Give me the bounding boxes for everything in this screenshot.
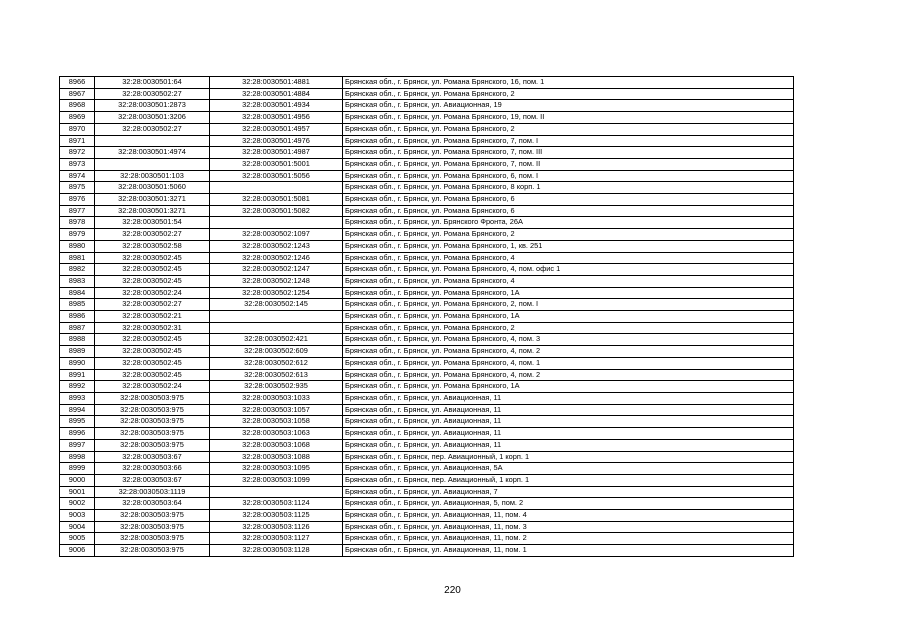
row-number-cell: 8968: [60, 100, 95, 112]
address-cell: Брянская обл., г. Брянск, ул. Романа Брянского, 4, пом. 3: [343, 334, 794, 346]
row-number-cell: 8995: [60, 416, 95, 428]
table-row: [60, 252, 794, 264]
row-number-cell: 8971: [60, 135, 95, 147]
table-row: [60, 533, 794, 545]
table-row: [60, 486, 794, 498]
row-number-cell: 8985: [60, 299, 95, 311]
parcel-cadastral-number-cell: 32:28:0030503:975: [95, 392, 210, 404]
address-cell: Брянская обл., г. Брянск, ул. Романа Брянского, 7, пом. I: [343, 135, 794, 147]
row-number-cell: 8983: [60, 275, 95, 287]
row-number-cell: 8977: [60, 205, 95, 217]
table-row: [60, 474, 794, 486]
object-cadastral-number-cell: 32:28:0030502:1248: [210, 275, 343, 287]
address-cell: Брянская обл., г. Брянск, ул. Авиационная, 11, пом. 1: [343, 545, 794, 557]
parcel-cadastral-number-cell: [95, 158, 210, 170]
object-cadastral-number-cell: [210, 322, 343, 334]
row-number-cell: 8993: [60, 392, 95, 404]
address-cell: Брянская обл., г. Брянск, ул. Романа Брянского, 2: [343, 229, 794, 241]
parcel-cadastral-number-cell: 32:28:0030502:45: [95, 357, 210, 369]
row-number-cell: 8998: [60, 451, 95, 463]
parcel-cadastral-number-cell: 32:28:0030501:103: [95, 170, 210, 182]
address-cell: Брянская обл., г. Брянск, ул. Романа Брянского, 2: [343, 123, 794, 135]
parcel-cadastral-number-cell: 32:28:0030502:45: [95, 264, 210, 276]
row-number-cell: 8988: [60, 334, 95, 346]
row-number-cell: 8984: [60, 287, 95, 299]
table-row: [60, 217, 794, 229]
parcel-cadastral-number-cell: 32:28:0030503:975: [95, 545, 210, 557]
address-cell: Брянская обл., г. Брянск, ул. Романа Брянского, 1А: [343, 287, 794, 299]
property-registry-table: [59, 76, 794, 557]
address-cell: Брянская обл., г. Брянск, ул. Авиационная, 11: [343, 416, 794, 428]
object-cadastral-number-cell: 32:28:0030502:421: [210, 334, 343, 346]
row-number-cell: 8973: [60, 158, 95, 170]
address-cell: Брянская обл., г. Брянск, ул. Авиационная, 11: [343, 428, 794, 440]
parcel-cadastral-number-cell: 32:28:0030503:975: [95, 416, 210, 428]
parcel-cadastral-number-cell: 32:28:0030501:3206: [95, 112, 210, 124]
address-cell: Брянская обл., г. Брянск, ул. Авиационная, 7: [343, 486, 794, 498]
object-cadastral-number-cell: 32:28:0030503:1128: [210, 545, 343, 557]
row-number-cell: 8997: [60, 439, 95, 451]
object-cadastral-number-cell: 32:28:0030502:1243: [210, 240, 343, 252]
table-row: [60, 240, 794, 252]
address-cell: Брянская обл., г. Брянск, ул. Романа Брянского, 4, пом. 2: [343, 346, 794, 358]
address-cell: Брянская обл., г. Брянск, ул. Авиационная, 11, пом. 4: [343, 510, 794, 522]
address-cell: Брянская обл., г. Брянск, ул. Брянского Фронта, 26А: [343, 217, 794, 229]
table-row: [60, 357, 794, 369]
object-cadastral-number-cell: 32:28:0030501:5081: [210, 194, 343, 206]
row-number-cell: 8978: [60, 217, 95, 229]
object-cadastral-number-cell: 32:28:0030501:5082: [210, 205, 343, 217]
table-row: [60, 229, 794, 241]
object-cadastral-number-cell: [210, 486, 343, 498]
page-number: 220: [444, 585, 461, 596]
address-cell: Брянская обл., г. Брянск, ул. Авиационная, 5, пом. 2: [343, 498, 794, 510]
parcel-cadastral-number-cell: 32:28:0030503:975: [95, 404, 210, 416]
row-number-cell: 8981: [60, 252, 95, 264]
row-number-cell: 8980: [60, 240, 95, 252]
address-cell: Брянская обл., г. Брянск, ул. Авиационная, 11: [343, 392, 794, 404]
row-number-cell: 8972: [60, 147, 95, 159]
table-row: [60, 287, 794, 299]
parcel-cadastral-number-cell: 32:28:0030502:45: [95, 369, 210, 381]
table-row: [60, 416, 794, 428]
row-number-cell: 8982: [60, 264, 95, 276]
parcel-cadastral-number-cell: 32:28:0030501:54: [95, 217, 210, 229]
table-row: [60, 451, 794, 463]
table-row: [60, 322, 794, 334]
address-cell: Брянская обл., г. Брянск, ул. Романа Брянского, 6: [343, 194, 794, 206]
object-cadastral-number-cell: 32:28:0030503:1033: [210, 392, 343, 404]
table-row: [60, 381, 794, 393]
object-cadastral-number-cell: 32:28:0030503:1099: [210, 474, 343, 486]
parcel-cadastral-number-cell: 32:28:0030502:27: [95, 299, 210, 311]
object-cadastral-number-cell: 32:28:0030503:1095: [210, 463, 343, 475]
object-cadastral-number-cell: 32:28:0030501:5001: [210, 158, 343, 170]
address-cell: Брянская обл., г. Брянск, ул. Романа Брянского, 4, пом. офис 1: [343, 264, 794, 276]
object-cadastral-number-cell: 32:28:0030502:145: [210, 299, 343, 311]
parcel-cadastral-number-cell: 32:28:0030501:2873: [95, 100, 210, 112]
table-row: [60, 170, 794, 182]
table-row: [60, 392, 794, 404]
row-number-cell: 8979: [60, 229, 95, 241]
address-cell: Брянская обл., г. Брянск, ул. Авиационная, 5А: [343, 463, 794, 475]
table-body: [60, 77, 794, 557]
object-cadastral-number-cell: 32:28:0030503:1068: [210, 439, 343, 451]
row-number-cell: 8991: [60, 369, 95, 381]
address-cell: Брянская обл., г. Брянск, ул. Авиационная, 11: [343, 439, 794, 451]
address-cell: Брянская обл., г. Брянск, ул. Романа Брянского, 16, пом. 1: [343, 77, 794, 89]
row-number-cell: 8996: [60, 428, 95, 440]
table-row: [60, 264, 794, 276]
table-row: [60, 299, 794, 311]
row-number-cell: 8992: [60, 381, 95, 393]
table-row: [60, 521, 794, 533]
table-row: [60, 311, 794, 323]
table-row: [60, 100, 794, 112]
table-row: [60, 346, 794, 358]
parcel-cadastral-number-cell: 32:28:0030503:975: [95, 533, 210, 545]
address-cell: Брянская обл., г. Брянск, пер. Авиационный, 1 корп. 1: [343, 474, 794, 486]
object-cadastral-number-cell: 32:28:0030501:4957: [210, 123, 343, 135]
parcel-cadastral-number-cell: 32:28:0030502:27: [95, 123, 210, 135]
object-cadastral-number-cell: 32:28:0030503:1057: [210, 404, 343, 416]
table-row: [60, 112, 794, 124]
address-cell: Брянская обл., г. Брянск, ул. Романа Брянского, 1, кв. 251: [343, 240, 794, 252]
parcel-cadastral-number-cell: 32:28:0030503:1119: [95, 486, 210, 498]
address-cell: Брянская обл., г. Брянск, ул. Романа Брянского, 2: [343, 88, 794, 100]
parcel-cadastral-number-cell: 32:28:0030503:64: [95, 498, 210, 510]
object-cadastral-number-cell: 32:28:0030503:1058: [210, 416, 343, 428]
parcel-cadastral-number-cell: 32:28:0030502:24: [95, 381, 210, 393]
parcel-cadastral-number-cell: 32:28:0030502:21: [95, 311, 210, 323]
row-number-cell: 8969: [60, 112, 95, 124]
parcel-cadastral-number-cell: 32:28:0030503:975: [95, 439, 210, 451]
object-cadastral-number-cell: 32:28:0030503:1088: [210, 451, 343, 463]
address-cell: Брянская обл., г. Брянск, ул. Романа Брянского, 1А: [343, 381, 794, 393]
address-cell: Брянская обл., г. Брянск, ул. Романа Брянского, 2: [343, 322, 794, 334]
parcel-cadastral-number-cell: 32:28:0030501:64: [95, 77, 210, 89]
table-row: [60, 88, 794, 100]
table-row: [60, 77, 794, 89]
object-cadastral-number-cell: 32:28:0030501:4976: [210, 135, 343, 147]
object-cadastral-number-cell: 32:28:0030502:612: [210, 357, 343, 369]
row-number-cell: 8966: [60, 77, 95, 89]
object-cadastral-number-cell: 32:28:0030502:935: [210, 381, 343, 393]
parcel-cadastral-number-cell: 32:28:0030503:67: [95, 451, 210, 463]
object-cadastral-number-cell: [210, 182, 343, 194]
table-row: [60, 334, 794, 346]
address-cell: Брянская обл., г. Брянск, ул. Романа Брянского, 4, пом. 2: [343, 369, 794, 381]
table-row: [60, 510, 794, 522]
object-cadastral-number-cell: 32:28:0030503:1126: [210, 521, 343, 533]
parcel-cadastral-number-cell: 32:28:0030503:66: [95, 463, 210, 475]
row-number-cell: 8975: [60, 182, 95, 194]
address-cell: Брянская обл., г. Брянск, ул. Романа Брянского, 1А: [343, 311, 794, 323]
row-number-cell: 9000: [60, 474, 95, 486]
parcel-cadastral-number-cell: 32:28:0030503:975: [95, 428, 210, 440]
table-row: [60, 439, 794, 451]
table-row: [60, 194, 794, 206]
parcel-cadastral-number-cell: 32:28:0030501:5060: [95, 182, 210, 194]
address-cell: Брянская обл., г. Брянск, ул. Романа Брянского, 4: [343, 275, 794, 287]
row-number-cell: 8990: [60, 357, 95, 369]
object-cadastral-number-cell: 32:28:0030502:1246: [210, 252, 343, 264]
table-row: [60, 463, 794, 475]
object-cadastral-number-cell: 32:28:0030502:1247: [210, 264, 343, 276]
row-number-cell: 8999: [60, 463, 95, 475]
parcel-cadastral-number-cell: 32:28:0030502:31: [95, 322, 210, 334]
table-row: [60, 135, 794, 147]
address-cell: Брянская обл., г. Брянск, ул. Авиационная, 11, пом. 2: [343, 533, 794, 545]
table-row: [60, 158, 794, 170]
object-cadastral-number-cell: 32:28:0030501:4956: [210, 112, 343, 124]
table-row: [60, 428, 794, 440]
parcel-cadastral-number-cell: 32:28:0030502:45: [95, 334, 210, 346]
object-cadastral-number-cell: 32:28:0030502:1254: [210, 287, 343, 299]
address-cell: Брянская обл., г. Брянск, пер. Авиационный, 1 корп. 1: [343, 451, 794, 463]
table-row: [60, 147, 794, 159]
parcel-cadastral-number-cell: 32:28:0030501:3271: [95, 194, 210, 206]
address-cell: Брянская обл., г. Брянск, ул. Авиационная, 11, пом. 3: [343, 521, 794, 533]
object-cadastral-number-cell: 32:28:0030503:1063: [210, 428, 343, 440]
object-cadastral-number-cell: 32:28:0030501:4881: [210, 77, 343, 89]
address-cell: Брянская обл., г. Брянск, ул. Романа Брянского, 6: [343, 205, 794, 217]
parcel-cadastral-number-cell: 32:28:0030502:27: [95, 88, 210, 100]
parcel-cadastral-number-cell: 32:28:0030501:3271: [95, 205, 210, 217]
row-number-cell: 8974: [60, 170, 95, 182]
parcel-cadastral-number-cell: 32:28:0030502:45: [95, 346, 210, 358]
object-cadastral-number-cell: 32:28:0030503:1127: [210, 533, 343, 545]
object-cadastral-number-cell: 32:28:0030503:1125: [210, 510, 343, 522]
object-cadastral-number-cell: 32:28:0030501:4884: [210, 88, 343, 100]
row-number-cell: 9006: [60, 545, 95, 557]
parcel-cadastral-number-cell: 32:28:0030503:67: [95, 474, 210, 486]
address-cell: Брянская обл., г. Брянск, ул. Романа Брянского, 2, пом. I: [343, 299, 794, 311]
parcel-cadastral-number-cell: 32:28:0030502:27: [95, 229, 210, 241]
object-cadastral-number-cell: 32:28:0030501:4987: [210, 147, 343, 159]
row-number-cell: 8987: [60, 322, 95, 334]
parcel-cadastral-number-cell: 32:28:0030503:975: [95, 510, 210, 522]
table-row: [60, 369, 794, 381]
parcel-cadastral-number-cell: 32:28:0030503:975: [95, 521, 210, 533]
table-row: [60, 545, 794, 557]
object-cadastral-number-cell: 32:28:0030502:613: [210, 369, 343, 381]
address-cell: Брянская обл., г. Брянск, ул. Романа Брянского, 6, пом. I: [343, 170, 794, 182]
parcel-cadastral-number-cell: 32:28:0030502:58: [95, 240, 210, 252]
address-cell: Брянская обл., г. Брянск, ул. Романа Брянского, 7, пом. II: [343, 158, 794, 170]
table-row: [60, 205, 794, 217]
address-cell: Брянская обл., г. Брянск, ул. Романа Брянского, 4: [343, 252, 794, 264]
address-cell: Брянская обл., г. Брянск, ул. Романа Брянского, 8 корп. 1: [343, 182, 794, 194]
row-number-cell: 8994: [60, 404, 95, 416]
address-cell: Брянская обл., г. Брянск, ул. Авиационная, 11: [343, 404, 794, 416]
row-number-cell: 8976: [60, 194, 95, 206]
parcel-cadastral-number-cell: 32:28:0030502:45: [95, 275, 210, 287]
row-number-cell: 9001: [60, 486, 95, 498]
row-number-cell: 9002: [60, 498, 95, 510]
address-cell: Брянская обл., г. Брянск, ул. Романа Брянского, 4, пом. 1: [343, 357, 794, 369]
table-row: [60, 404, 794, 416]
address-cell: Брянская обл., г. Брянск, ул. Романа Брянского, 7, пом. III: [343, 147, 794, 159]
object-cadastral-number-cell: 32:28:0030501:4934: [210, 100, 343, 112]
object-cadastral-number-cell: 32:28:0030502:1097: [210, 229, 343, 241]
object-cadastral-number-cell: 32:28:0030502:609: [210, 346, 343, 358]
row-number-cell: 8967: [60, 88, 95, 100]
table-row: [60, 275, 794, 287]
object-cadastral-number-cell: 32:28:0030501:5056: [210, 170, 343, 182]
address-cell: Брянская обл., г. Брянск, ул. Авиационная, 19: [343, 100, 794, 112]
object-cadastral-number-cell: 32:28:0030503:1124: [210, 498, 343, 510]
parcel-cadastral-number-cell: 32:28:0030502:24: [95, 287, 210, 299]
table-row: [60, 123, 794, 135]
parcel-cadastral-number-cell: 32:28:0030501:4974: [95, 147, 210, 159]
row-number-cell: 8989: [60, 346, 95, 358]
object-cadastral-number-cell: [210, 311, 343, 323]
table-row: [60, 182, 794, 194]
parcel-cadastral-number-cell: 32:28:0030502:45: [95, 252, 210, 264]
row-number-cell: 9005: [60, 533, 95, 545]
object-cadastral-number-cell: [210, 217, 343, 229]
address-cell: Брянская обл., г. Брянск, ул. Романа Брянского, 19, пом. II: [343, 112, 794, 124]
parcel-cadastral-number-cell: [95, 135, 210, 147]
row-number-cell: 8986: [60, 311, 95, 323]
row-number-cell: 9003: [60, 510, 95, 522]
table-row: [60, 498, 794, 510]
row-number-cell: 9004: [60, 521, 95, 533]
row-number-cell: 8970: [60, 123, 95, 135]
